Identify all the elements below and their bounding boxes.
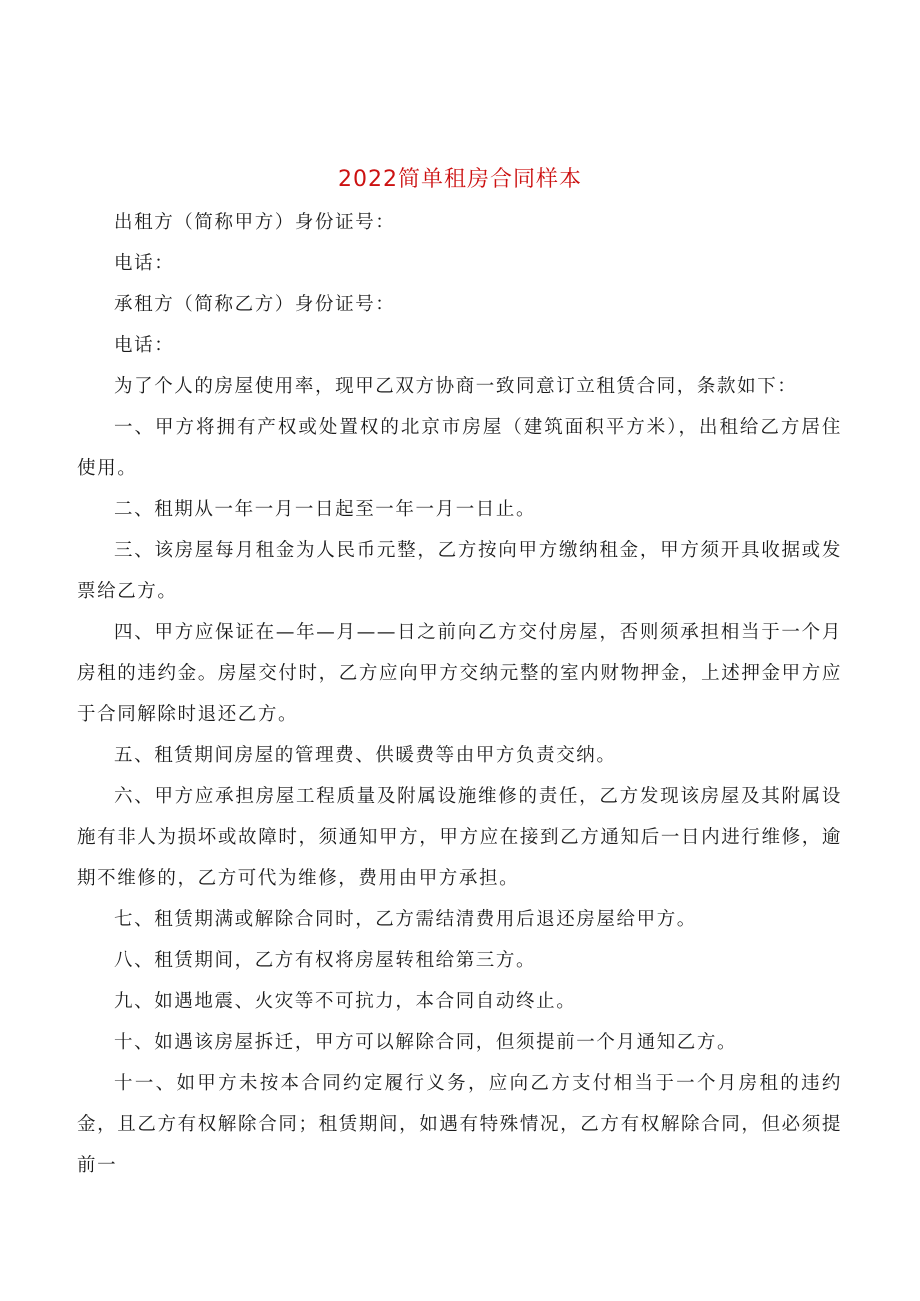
clause-9: 九、如遇地震、火灾等不可抗力，本合同自动终止。 bbox=[114, 991, 577, 1012]
preamble-paragraph: 为了个人的房屋使用率，现甲乙双方协商一致同意订立租赁合同，条款如下： bbox=[114, 376, 798, 397]
clause-10: 十、如遇该房屋拆迁，甲方可以解除合同，但须提前一个月通知乙方。 bbox=[114, 1032, 738, 1053]
clause-2: 二、租期从一年一月一日起至一年一月一日止。 bbox=[114, 499, 537, 520]
lessee-phone-line: 电话： bbox=[114, 335, 175, 356]
clause-7: 七、租赁期满或解除合同时，乙方需结清费用后退还房屋给甲方。 bbox=[114, 909, 697, 930]
clause-11: 十一、如甲方未按本合同约定履行义务，应向乙方支付相当于一个月房租的违约金，且乙方有权解除合同；租赁期间，如遇有特殊情况，乙方有权解除合同，但必须提前一 bbox=[77, 1073, 842, 1176]
contract-body bbox=[77, 202, 842, 1186]
document-title: 2022简单租房合同样本 bbox=[338, 167, 582, 192]
clause-1: 一、甲方将拥有产权或处置权的北京市房屋（建筑面积平方米），出租给乙方居住使用。 bbox=[77, 417, 842, 479]
clause-3: 三、该房屋每月租金为人民币元整，乙方按向甲方缴纳租金，甲方须开具收据或发票给乙方。 bbox=[77, 540, 842, 602]
clause-4: 四、甲方应保证在—年—月——日之前向乙方交付房屋，否则须承担相当于一个月房租的违约金。房屋交付时，乙方应向甲方交纳元整的室内财物押金，上述押金甲方应于合同解除时退还乙方。 bbox=[77, 622, 842, 725]
lessor-id-line: 出租方（简称甲方）身份证号： bbox=[114, 212, 396, 233]
lessee-id-line: 承租方（简称乙方）身份证号： bbox=[114, 294, 396, 315]
clause-8: 八、租赁期间，乙方有权将房屋转租给第三方。 bbox=[114, 950, 537, 971]
lessor-phone-line: 电话： bbox=[114, 253, 175, 274]
clause-5: 五、租赁期间房屋的管理费、供暖费等由甲方负责交纳。 bbox=[114, 745, 617, 766]
clause-6: 六、甲方应承担房屋工程质量及附属设施维修的责任，乙方发现该房屋及其附属设施有非人为损坏或故障时，须通知甲方，甲方应在接到乙方通知后一日内进行维修，逾期不维修的，乙方可代为维修，费用由甲方承担。 bbox=[77, 786, 842, 889]
